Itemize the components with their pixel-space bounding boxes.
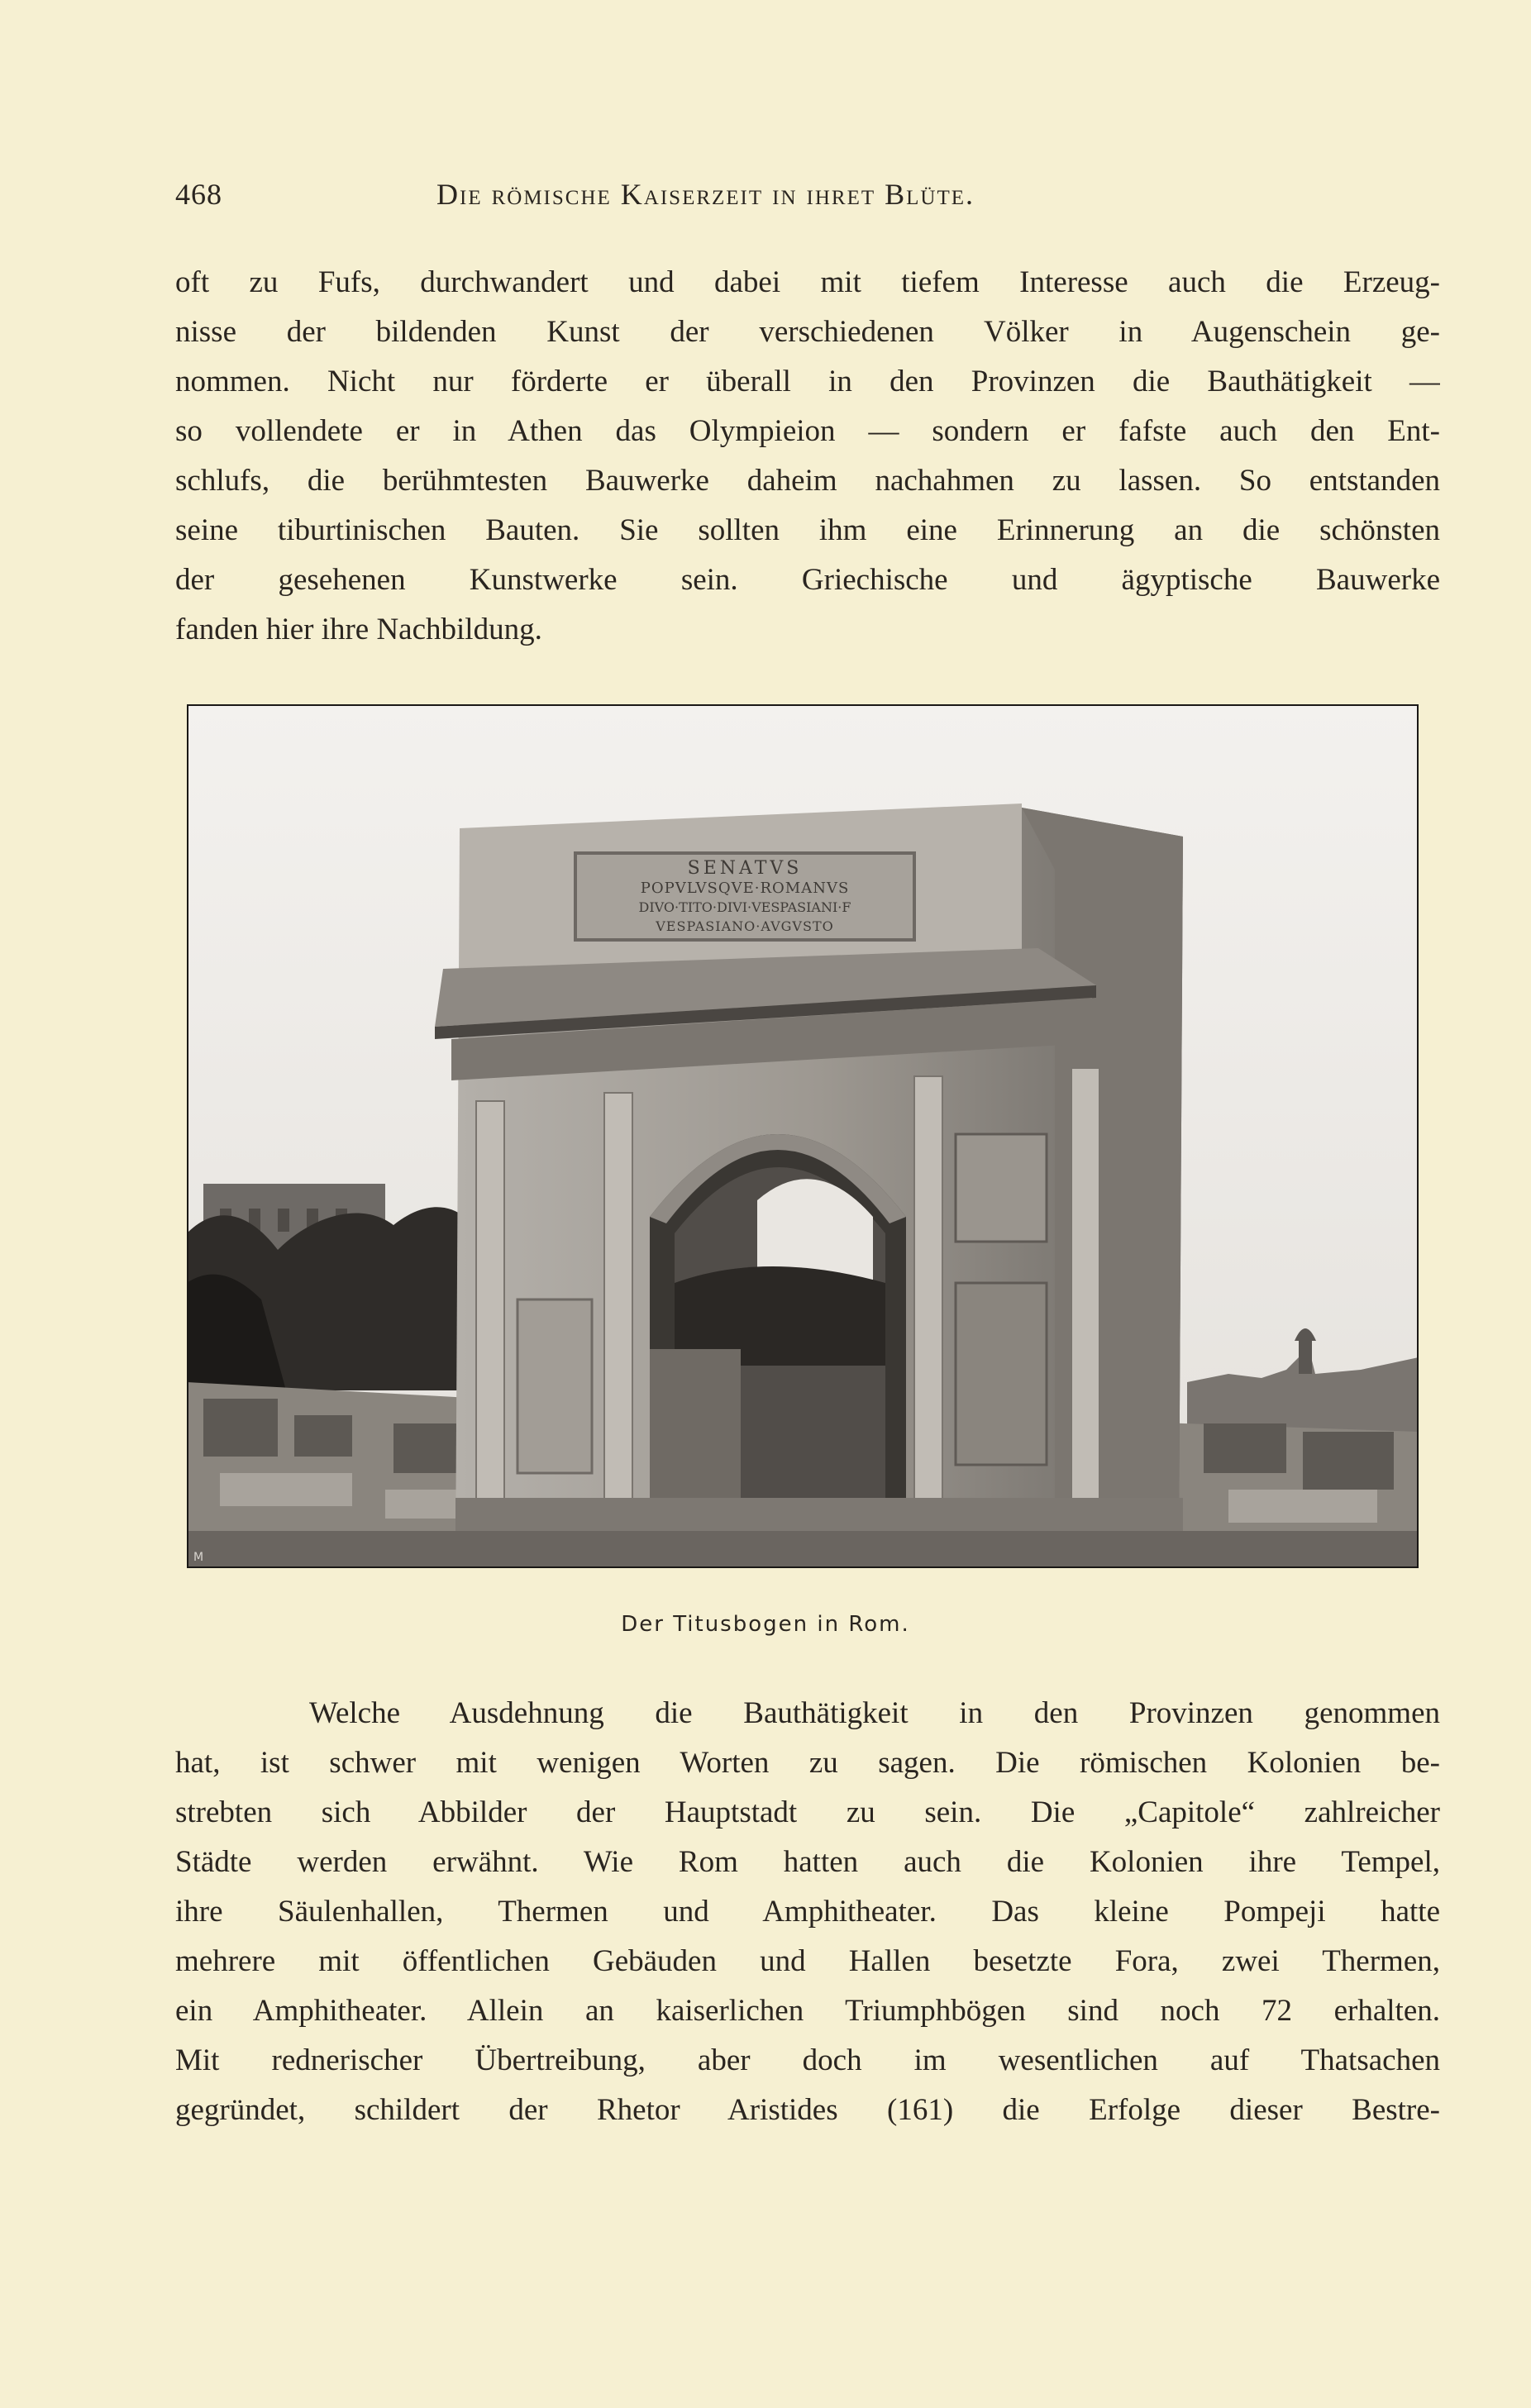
inscription-line: POPVLVSQVE·ROMANVS [640,880,850,897]
text-line: nisse der bildenden Kunst der verschiedenen Völker in Augenschein ge- [175,315,1440,349]
arch-of-titus-photo [187,704,1419,1568]
running-head: Die römische Kaiserzeit in ihret Blüte. [436,178,975,211]
text-line: Welche Ausdehnung die Bauthätigkeit in den Provinzen genommen [309,1696,1440,1730]
text-line: gegründet, schildert der Rhetor Aristides (161) die Erfolge dieser Bestre- [175,2093,1440,2127]
column [914,1076,942,1547]
text-line: der gesehenen Kunstwerke sein. Griechische und ägyptische Bauwerke [175,563,1440,597]
text-line: fanden hier ihre Nachbildung. [175,613,542,646]
text-line: Mit rednerischer Übertreibung, aber doch im wesentlichen auf Thatsachen [175,2043,1440,2077]
figure-caption: Der Titusbogen in Rom. [621,1612,910,1637]
text-line: hat, ist schwer mit wenigen Worten zu sagen. Die römischen Kolonien be- [175,1746,1440,1780]
inscription-line: DIVO·TITO·DIVI·VESPASIANI·F [638,899,851,915]
inscription-line: VESPASIANO·AVGVSTO [656,918,834,934]
text-line: mehrere mit öffentlichen Gebäuden und Hallen besetzte Fora, zwei Thermen, [175,1944,1440,1978]
photo-signature: M [193,1551,204,1564]
paragraph-2 [175,1689,1440,2135]
church-dome [1299,1337,1312,1374]
text-line: seine tiburtinischen Bauten. Sie sollten ihm eine Erinnerung an die schönsten [175,513,1440,547]
text-line: schlufs, die berühmtesten Bauwerke daheim nachahmen zu lassen. So entstanden [175,464,1440,498]
column [1071,1068,1099,1531]
text-line: ein Amphitheater. Allein an kaiserlichen Triumphbögen sind noch 72 erhalten. [175,1994,1440,2028]
text-line: so vollendete er in Athen das Olympieion — sondern er fafste auch den Ent- [175,414,1440,448]
text-line: Städte werden erwähnt. Wie Rom hatten auch die Kolonien ihre Tempel, [175,1845,1440,1879]
page-number: 468 [175,178,222,211]
text-line: strebten sich Abbilder der Hauptstadt zu sein. Die „Capitole“ zahlreicher [175,1795,1440,1829]
paragraph-1 [175,258,1440,655]
column [604,1093,632,1556]
text-line: oft zu Fufs, durchwandert und dabei mit tiefem Interesse auch die Erzeug- [175,265,1440,299]
text-line: nommen. Nicht nur förderte er überall in den Provinzen die Bauthätigkeit — [175,365,1440,398]
column [476,1101,504,1547]
text-line: ihre Säulenhallen, Thermen und Amphitheater. Das kleine Pompeji hatte [175,1895,1440,1929]
inscription-line: SENATVS [687,858,803,879]
